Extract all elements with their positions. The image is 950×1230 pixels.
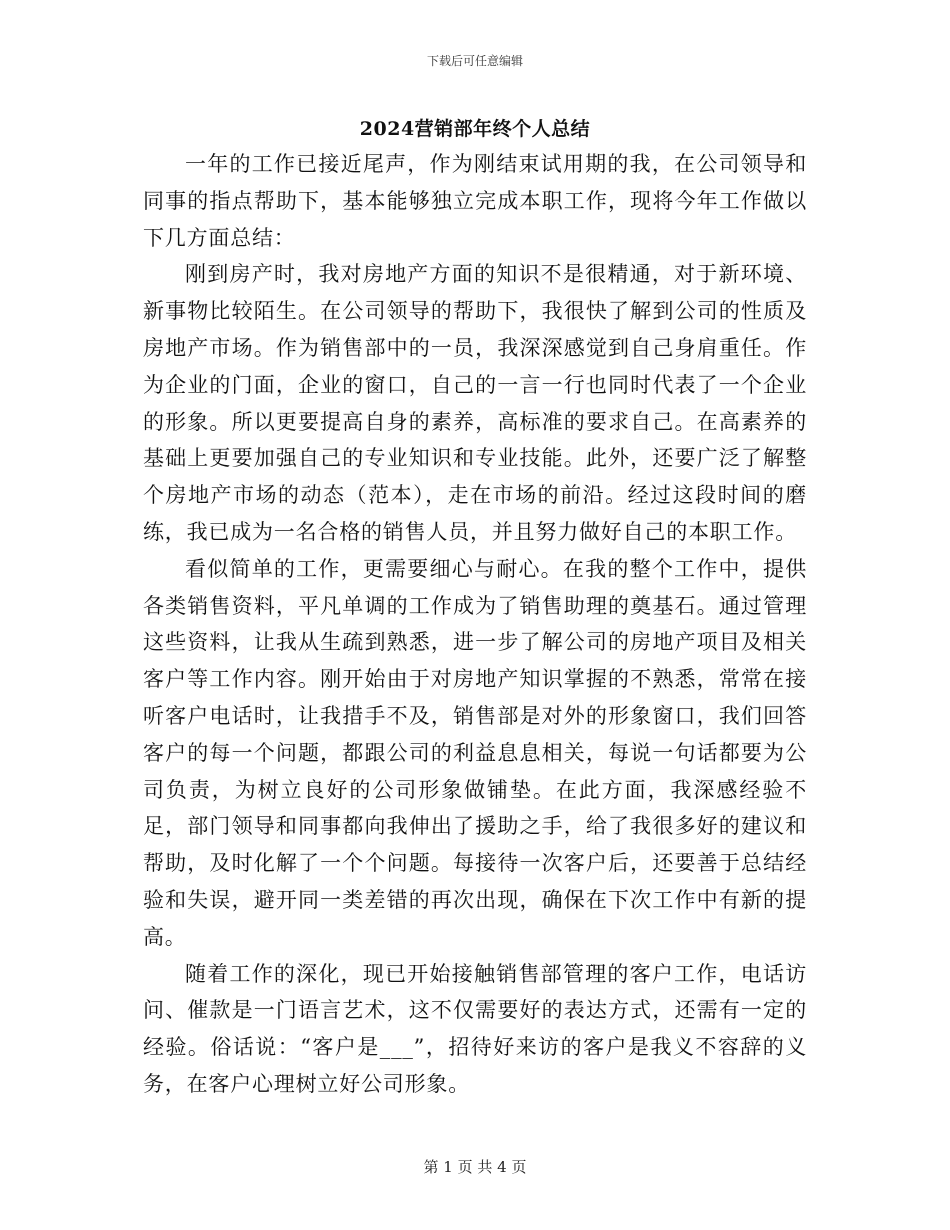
page-number: 第 1 页 共 4 页 xyxy=(423,1158,527,1176)
paragraph-learning: 刚到房产时，我对房地产方面的知识不是很精通，对于新环境、新事物比较陌生。在公司领导的帮助下，我很快了解到公司的性质及房地产市场。作为销售部中的一员，我深深感觉到自己身肩重任。作为企业的门面，企业的窗口，自己的一言一行也同时代表了一个企业的形象。所以更要提高自身的素养，高标准的要求自己。在高素养的基础上更要加强自己的专业知识和专业技能。此外，还要广泛了解整个房地产市场的动态（范本），走在市场的前沿。经过这段时间的磨练，我已成为一名合格的销售人员，并且努力做好自己的本职工作。 xyxy=(143,262,807,544)
document-body xyxy=(143,146,807,1103)
page-header-note: 下载后可任意编辑 xyxy=(426,54,523,68)
paragraph-intro: 一年的工作已接近尾声，作为刚结束试用期的我，在公司领导和同事的指点帮助下，基本能够独立完成本职工作，现将今年工作做以下几方面总结： xyxy=(143,152,807,250)
document-title: 2024营销部年终个人总结 xyxy=(359,118,591,140)
paragraph-customers: 随着工作的深化，现已开始接触销售部管理的客户工作，电话访问、催款是一门语言艺术，这不仅需要好的表达方式，还需有一定的经验。俗话说：“客户是___”，招待好来访的客户是我义不容辞的义务，在客户心理树立好公司形象。 xyxy=(143,961,807,1096)
paragraph-details: 看似简单的工作，更需要细心与耐心。在我的整个工作中，提供各类销售资料，平凡单调的工作成为了销售助理的奠基石。通过管理这些资料，让我从生疏到熟悉，进一步了解公司的房地产项目及相关客户等工作内容。刚开始由于对房地产知识掌握的不熟悉，常常在接听客户电话时，让我措手不及，销售部是对外的形象窗口，我们回答客户的每一个问题，都跟公司的利益息息相关，每说一句话都要为公司负责，为树立良好的公司形象做铺垫。在此方面，我深感经验不足，部门领导和同事都向我伸出了援助之手，给了我很多好的建议和帮助，及时化解了一个个问题。每接待一次客户后，还要善于总结经验和失误，避开同一类差错的再次出现，确保在下次工作中有新的提高。 xyxy=(143,556,807,949)
